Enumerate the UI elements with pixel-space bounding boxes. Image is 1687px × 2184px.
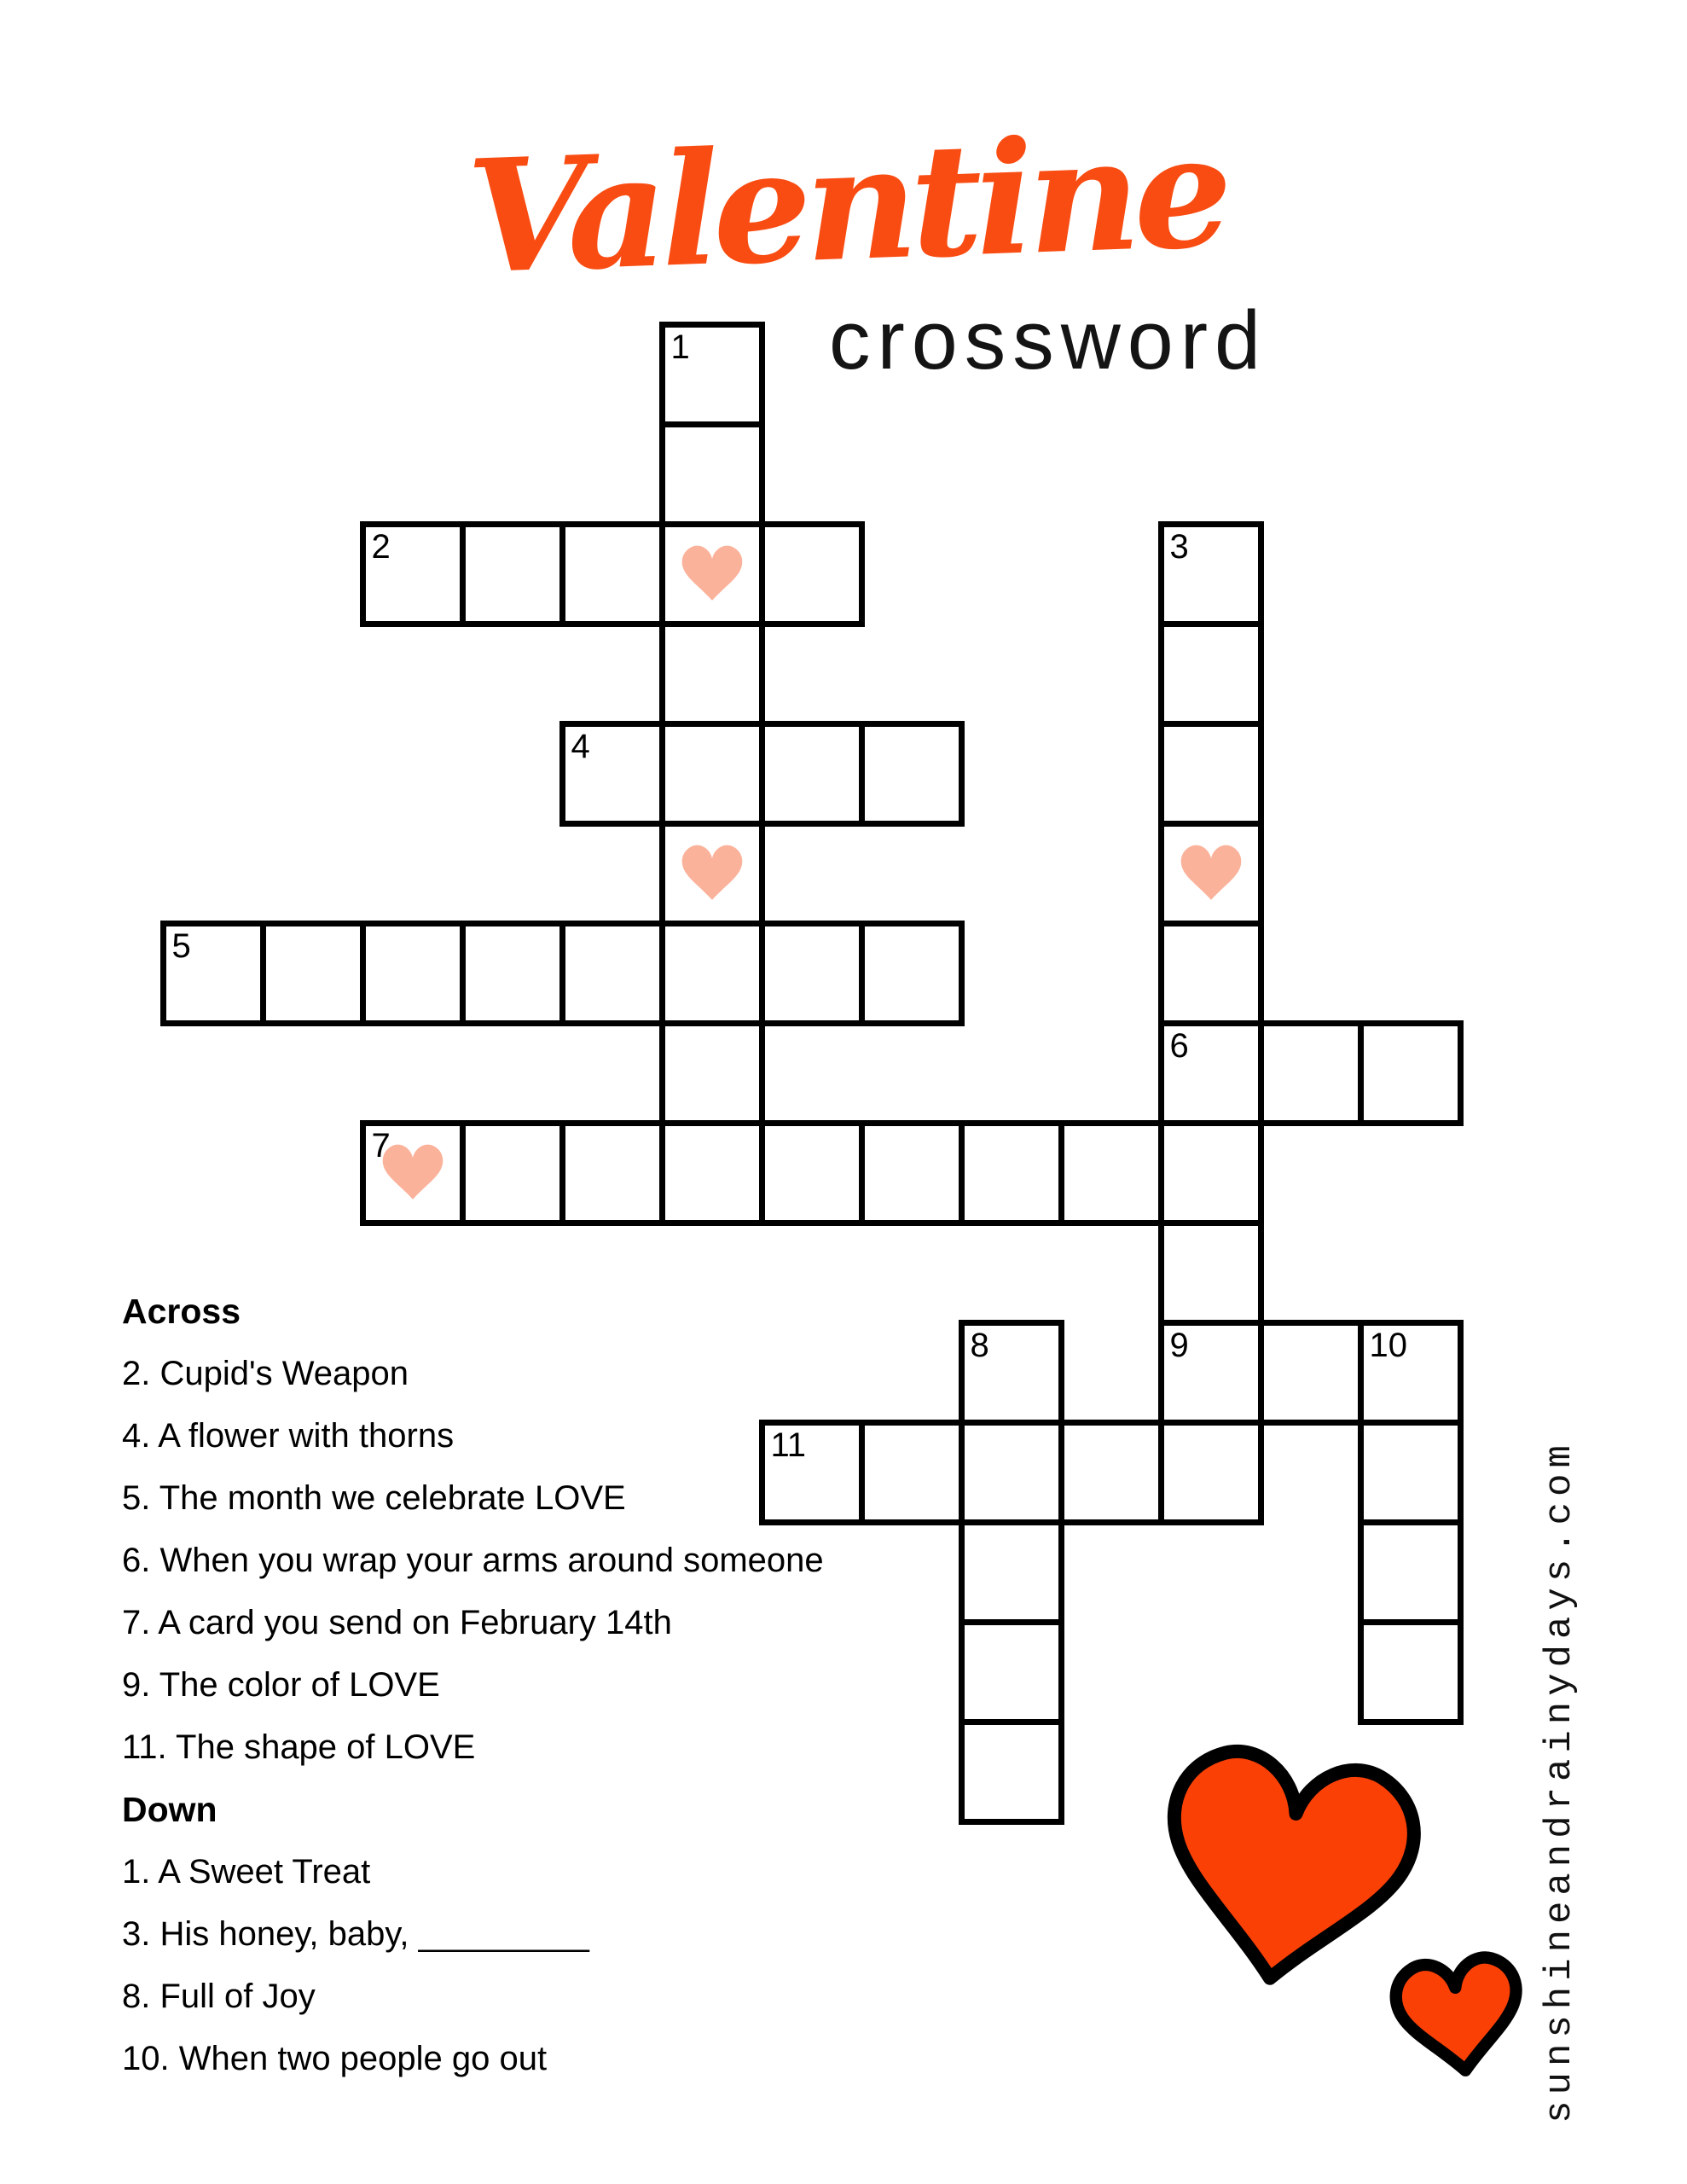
grid-cell[interactable] [759,521,865,627]
grid-cell[interactable] [759,721,865,827]
grid-cell[interactable] [1158,1020,1264,1126]
cell-number: 7 [371,1126,391,1165]
clue-line: 4. A flower with thorns [122,1417,455,1455]
grid-cell[interactable] [460,1120,565,1226]
heart-icon [671,533,753,610]
grid-cell[interactable] [1258,1320,1364,1426]
grid-cell[interactable] [559,721,665,827]
cell-number: 9 [1169,1326,1189,1364]
grid-cell[interactable] [759,921,865,1026]
grid-cell[interactable] [1258,1020,1364,1126]
grid-cell[interactable] [1158,821,1264,926]
grid-cell[interactable] [1158,921,1264,1026]
page-title-script: Valentine [464,99,1229,309]
grid-cell[interactable] [1158,521,1264,627]
clue-line: 9. The color of LOVE [122,1666,440,1704]
grid-cell[interactable] [559,921,665,1026]
cell-number: 4 [571,727,590,765]
clue-line: 3. His honey, baby, _________ [122,1915,589,1953]
down-heading: Down [122,1790,217,1829]
grid-cell[interactable] [659,1120,765,1226]
down-clues [122,1850,1188,2100]
clue-line: 8. Full of Joy [122,1978,316,2015]
grid-cell[interactable] [1358,1619,1464,1725]
grid-cell[interactable] [559,1120,665,1226]
page-title-sub: crossword [829,293,1267,386]
clue-line: 5. The month we celebrate LOVE [122,1479,626,1517]
clue-line: 2. Cupid's Weapon [122,1355,409,1392]
cell-number: 8 [970,1326,989,1364]
small-heart-icon [1368,1927,1550,2100]
site-watermark: sunshineandrainydays.com [1539,1439,1581,2123]
top-edge-heart-icon [931,0,981,2]
grid-cell[interactable] [1358,1020,1464,1126]
cell-number: 5 [171,926,191,965]
heart-icon [1170,833,1252,909]
grid-cell[interactable] [759,1120,865,1226]
clue-line: 10. When two people go out [122,2040,548,2077]
across-heading: Across [122,1292,241,1331]
grid-cell[interactable] [460,521,565,627]
grid-cell[interactable] [859,921,965,1026]
grid-cell[interactable] [659,721,765,827]
grid-cell[interactable] [1358,1519,1464,1625]
heart-icon [671,833,753,909]
grid-cell[interactable] [1358,1420,1464,1525]
grid-cell[interactable] [559,521,665,627]
clue-line: 7. A card you send on February 14th [122,1604,672,1641]
grid-cell[interactable] [160,921,266,1026]
grid-cell[interactable] [1158,621,1264,727]
grid-cell[interactable] [659,521,765,627]
clue-line: 11. The shape of LOVE [122,1728,476,1766]
clue-line: 6. When you wrap your arms around someone [122,1542,824,1579]
grid-cell[interactable] [659,921,765,1026]
grid-cell[interactable] [1058,1120,1164,1226]
cell-number: 10 [1369,1326,1407,1364]
grid-cell[interactable] [260,921,366,1026]
grid-cell[interactable] [859,1120,965,1226]
cell-number: 11 [770,1426,807,1464]
grid-cell[interactable] [360,1120,466,1226]
grid-cell[interactable] [659,322,765,427]
cell-number: 2 [371,527,391,566]
grid-cell[interactable] [659,621,765,727]
grid-cell[interactable] [1158,1120,1264,1226]
grid-cell[interactable] [659,821,765,926]
clues-panel [122,1290,1188,2100]
grid-cell[interactable] [959,1120,1064,1226]
grid-cell[interactable] [659,1020,765,1126]
grid-cell[interactable] [859,721,965,827]
clue-line: 1. A Sweet Treat [122,1853,371,1891]
grid-cell[interactable] [1358,1320,1464,1426]
grid-cell[interactable] [360,521,466,627]
grid-cell[interactable] [460,921,565,1026]
across-clues [122,1352,1188,1788]
grid-cell[interactable] [1158,721,1264,827]
grid-cell[interactable] [659,421,765,527]
cell-number: 6 [1169,1026,1189,1065]
cell-number: 3 [1169,527,1189,566]
grid-cell[interactable] [360,921,466,1026]
cell-number: 1 [670,328,690,366]
